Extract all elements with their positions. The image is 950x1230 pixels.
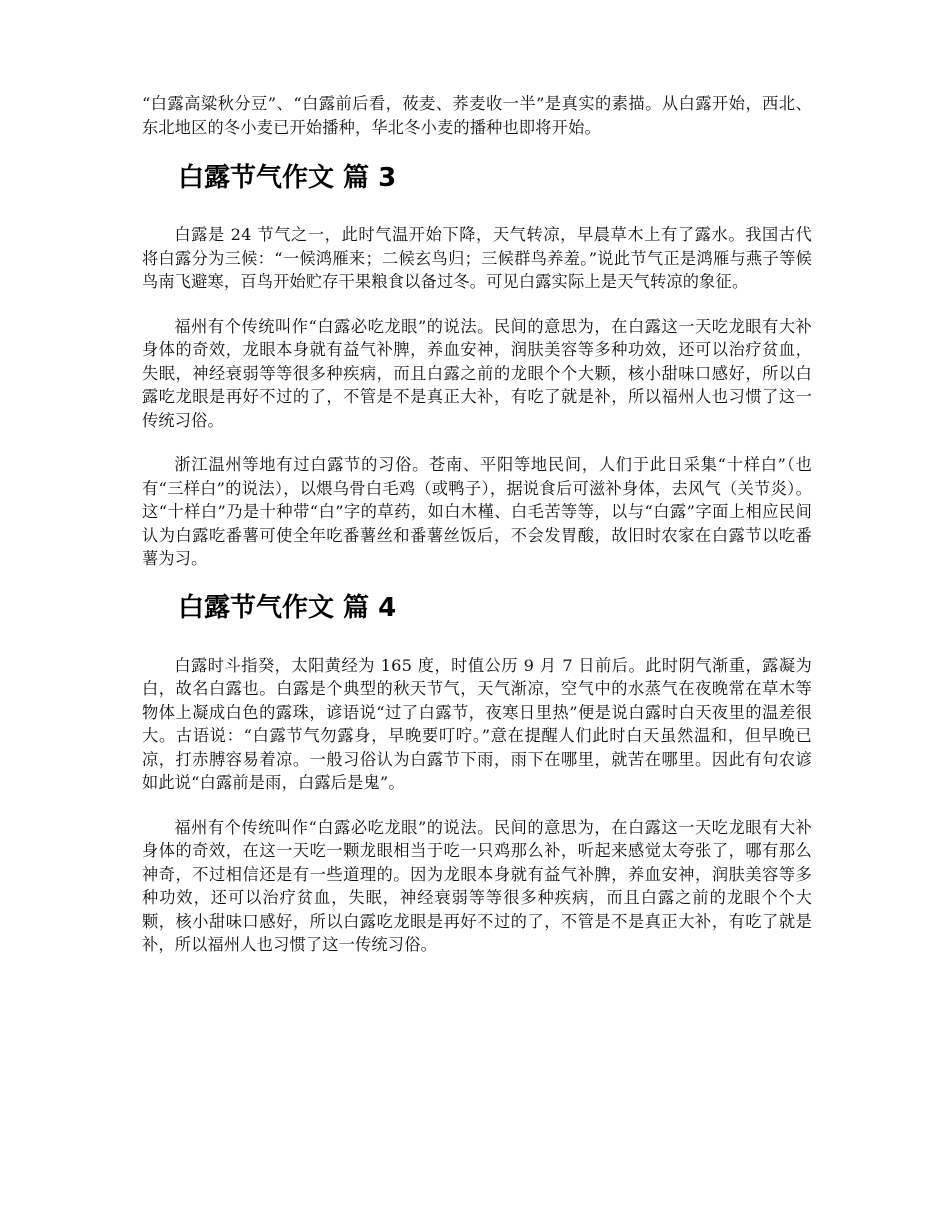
section-3-paragraph-1: 白露是 24 节气之一，此时气温开始下降，天气转凉，早晨草木上有了露水。我国古代将白露分为三候：“一候鸿雁来；二候玄鸟归；三候群鸟养羞。”说此节气正是鸿雁与燕子等候鸟南飞避寒，百鸟开始贮存干果粮食以备过冬。可见白露实际上是天气转凉的象征。 xyxy=(142,225,812,291)
section-heading-4: 白露节气作文 篇 4 xyxy=(178,592,397,623)
section-3-paragraph-3: 浙江温州等地有过白露节的习俗。苍南、平阳等地民间，人们于此日采集“十样白”（也有“三样白”的说法），以煨乌骨白毛鸡（或鸭子），据说食后可滋补身体，去风气（关节炎）。这“十样白”乃是十种带“白”字的草药，如白木槿、白毛苦等等，以与“白露”字面上相应民间认为白露吃番薯可使全年吃番薯丝和番薯丝饭后，不会发胃酸，故旧时农家在白露节以吃番薯为习。 xyxy=(142,455,812,568)
document-page xyxy=(142,92,812,957)
section-heading-3: 白露节气作文 篇 3 xyxy=(178,163,397,193)
section-3-paragraph-2: 福州有个传统叫作“白露必吃龙眼”的说法。民间的意思为，在白露这一天吃龙眼有大补身体的奇效，龙眼本身就有益气补脾，养血安神，润肤美容等多种功效，还可以治疗贫血，失眠，神经衰弱等等很多种疾病，而且白露之前的龙眼个个大颗，核小甜味口感好，所以白露吃龙眼是再好不过的了，不管是不是真正大补，有吃了就是补，所以福州人也习惯了这一传统习俗。 xyxy=(142,316,812,430)
intro-paragraph: “白露高粱秋分豆”、“白露前后看，莜麦、荞麦收一半”是真实的素描。从白露开始，西北、东北地区的冬小麦已开始播种，华北冬小麦的播种也即将开始。 xyxy=(142,94,812,137)
section-4-paragraph-1: 白露时斗指癸，太阳黄经为 165 度，时值公历 9 月 7 日前后。此时阴气渐重，露凝为白，故名白露也。白露是个典型的秋天节气，天气渐凉，空气中的水蒸气在夜晚常在草木等物体上凝成白色的露珠，谚语说“过了白露节，夜寒日里热”便是说白露时白天夜里的温差很大。古语说：“白露节气勿露身，早晚要叮咛。”意在提醒人们此时白天虽然温和，但早晚已凉，打赤膊容易着凉。一般习俗认为白露节下雨，雨下在哪里，就苦在哪里。因此有句农谚如此说“白露前是雨，白露后是鬼”。 xyxy=(142,655,812,792)
section-4-paragraph-2: 福州有个传统叫作“白露必吃龙眼”的说法。民间的意思为，在白露这一天吃龙眼有大补身体的奇效，在这一天吃一颗龙眼相当于吃一只鸡那么补，听起来感觉太夸张了，哪有那么神奇，不过相信还是有一些道理的。因为龙眼本身就有益气补脾，养血安神，润肤美容等多种功效，还可以治疗贫血，失眠，神经衰弱等等很多种疾病，而且白露之前的龙眼个个大颗，核小甜味口感好，所以白露吃龙眼是再好不过的了，不管是不是真正大补，有吃了就是补，所以福州人也习惯了这一传统习俗。 xyxy=(142,817,812,954)
